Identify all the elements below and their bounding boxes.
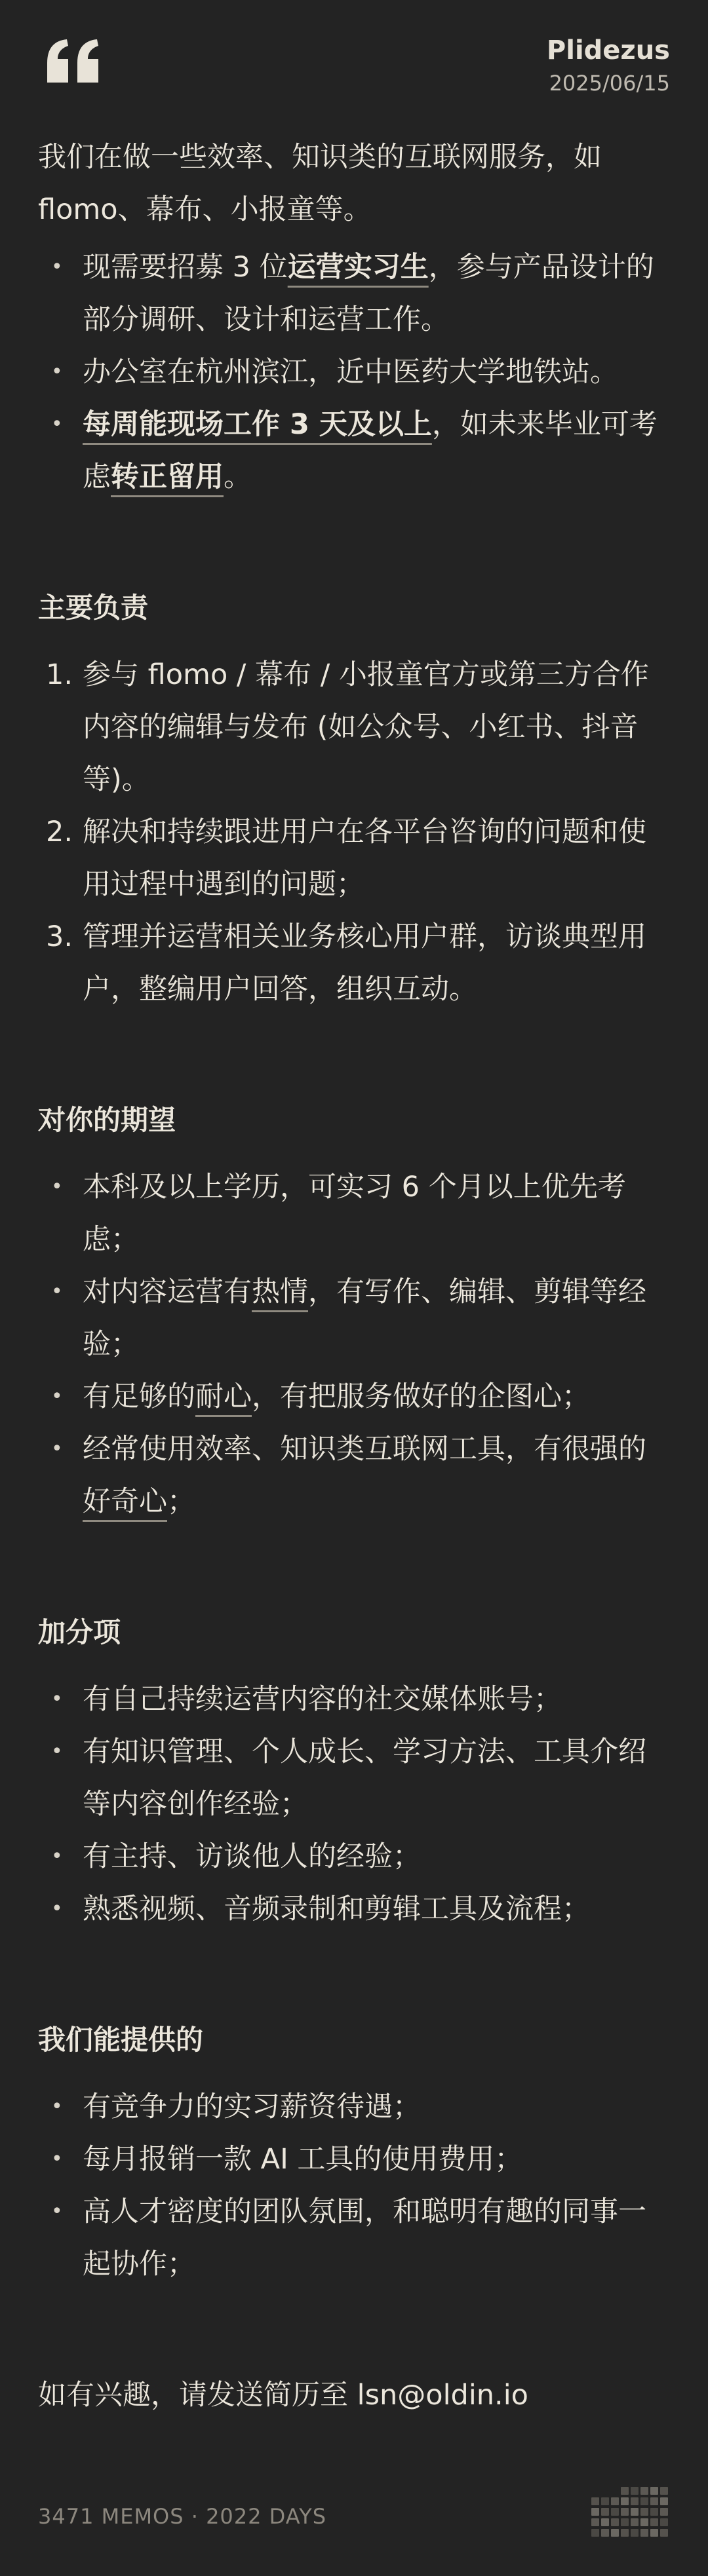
heatmap-cell: [621, 2497, 629, 2505]
heatmap-cell: [631, 2518, 639, 2526]
section-title-responsibilities: 主要负责: [38, 592, 149, 624]
intro-line: flomo、幕布、小报童等。: [38, 193, 372, 226]
heatmap-cell: [601, 2529, 609, 2537]
heatmap-cell: [621, 2529, 629, 2537]
activity-heatmap-icon: [591, 2487, 670, 2539]
section-title-bonus: 加分项: [38, 1616, 121, 1648]
heatmap-cell: [660, 2529, 668, 2537]
heatmap-cell: [650, 2508, 658, 2516]
bonus-list: [38, 1673, 670, 1935]
heatmap-cell: [631, 2487, 639, 2495]
text: 解决和持续跟进用户在各平台咨询的问题和使用过程中遇到的问题；: [83, 816, 646, 901]
heatmap-cell: [591, 2529, 599, 2537]
list-item: • 有知识管理、个人成长、学习方法、工具介绍等内容创作经验；: [38, 1726, 670, 1830]
expectations-list: [38, 1161, 670, 1528]
responsibilities-list: [38, 649, 670, 1015]
intro-list: [38, 241, 670, 503]
list-item: • 有主持、访谈他人的经验；: [38, 1830, 670, 1883]
heatmap-cell: [601, 2497, 609, 2505]
list-item: [38, 241, 670, 346]
list-item: [38, 806, 670, 911]
quote-icon: [45, 37, 104, 89]
heatmap-cell: [601, 2518, 609, 2526]
heatmap-cell: [621, 2518, 629, 2526]
heatmap-cell: [611, 2508, 619, 2516]
heatmap-cell: [611, 2497, 619, 2505]
text: 有足够的: [83, 1380, 195, 1413]
heatmap-cell: [640, 2487, 648, 2495]
heatmap-cell: [611, 2518, 619, 2526]
intro-line: 我们在做一些效率、知识类的互联网服务，如: [38, 141, 602, 174]
text: ，参与产品设计的部分调研、设计和运营工作。: [83, 251, 654, 336]
section-title-offer: 我们能提供的: [38, 2024, 204, 2056]
text: 管理并运营相关业务核心用户群，访谈典型用户，整编用户回答，组织互动。: [83, 920, 646, 1006]
heatmap-cell: [631, 2529, 639, 2537]
heatmap-cell: [591, 2497, 599, 2505]
heatmap-cell: [650, 2487, 658, 2495]
heatmap-cell: [611, 2529, 619, 2537]
text: 。: [224, 461, 252, 493]
list-item: [38, 649, 670, 806]
list-item: • 有竞争力的实习薪资待遇；: [38, 2081, 670, 2133]
heatmap-cell: [631, 2508, 639, 2516]
text: 对内容运营有: [83, 1276, 252, 1308]
list-item: • 熟悉视频、音频录制和剪辑工具及流程；: [38, 1883, 670, 1935]
author-name: Plidezus: [546, 35, 670, 66]
heatmap-cell: [591, 2518, 599, 2526]
highlight-passion: 热情: [252, 1276, 308, 1308]
heatmap-cell: [660, 2487, 668, 2495]
list-item: [38, 398, 670, 503]
item-number: 2.: [46, 816, 73, 848]
heatmap-cell: [621, 2487, 629, 2495]
memo-date: 2025/06/15: [549, 71, 670, 96]
highlight-conversion: 转正留用: [111, 461, 224, 493]
list-item: [38, 1423, 670, 1528]
list-item: • 每月报销一款 AI 工具的使用费用；: [38, 2133, 670, 2186]
item-number: 3.: [46, 920, 73, 953]
list-item: [38, 1371, 670, 1423]
contact-line: 如有兴趣，请发送简历至 lsn@oldin.io: [38, 2379, 528, 2412]
heatmap-cell: [621, 2508, 629, 2516]
heatmap-cell: [631, 2497, 639, 2505]
list-item: • 有自己持续运营内容的社交媒体账号；: [38, 1673, 670, 1726]
text: ，如未来毕业可考虑: [83, 408, 658, 493]
list-item: • 本科及以上学历，可实习 6 个月以上优先考虑；: [38, 1161, 670, 1266]
memo-stats: 3471 MEMOS · 2022 DAYS: [38, 2504, 327, 2529]
heatmap-cell: [591, 2508, 599, 2516]
heatmap-cell: [650, 2518, 658, 2526]
heatmap-cell: [640, 2508, 648, 2516]
highlight-patience: 耐心: [195, 1380, 252, 1413]
item-number: 1.: [46, 658, 73, 691]
heatmap-cell: [640, 2529, 648, 2537]
heatmap-cell: [660, 2497, 668, 2505]
list-item: • 高人才密度的团队氛围，和聪明有趣的同事一起协作；: [38, 2186, 670, 2290]
text: ，有把服务做好的企图心；: [252, 1380, 590, 1413]
list-item: [38, 1266, 670, 1371]
highlight-curiosity: 好奇心: [83, 1485, 167, 1518]
text: 参与 flomo / 幕布 / 小报童官方或第三方合作内容的编辑与发布 (如公众号、小红书、抖音等)。: [83, 658, 649, 796]
heatmap-cell: [640, 2497, 648, 2505]
offer-list: [38, 2081, 670, 2290]
heatmap-cell: [650, 2497, 658, 2505]
list-item: [38, 911, 670, 1015]
section-title-expectations: 对你的期望: [38, 1104, 176, 1136]
heatmap-cell: [650, 2529, 658, 2537]
heatmap-cell: [660, 2518, 668, 2526]
text: 现需要招募 3 位: [83, 251, 288, 284]
heatmap-cell: [660, 2508, 668, 2516]
memo-content: [38, 131, 670, 2421]
text: 经常使用效率、知识类互联网工具，有很强的: [83, 1433, 646, 1466]
list-item: • 办公室在杭州滨江，近中医药大学地铁站。: [38, 346, 670, 398]
highlight-role: 运营实习生: [287, 251, 429, 284]
text: ，有写作、编辑、剪辑等经验；: [83, 1276, 646, 1361]
heatmap-cell: [601, 2508, 609, 2516]
text: ；: [167, 1485, 195, 1518]
heatmap-cell: [640, 2518, 648, 2526]
highlight-schedule: 每周能现场工作 3 天及以上: [83, 408, 432, 441]
